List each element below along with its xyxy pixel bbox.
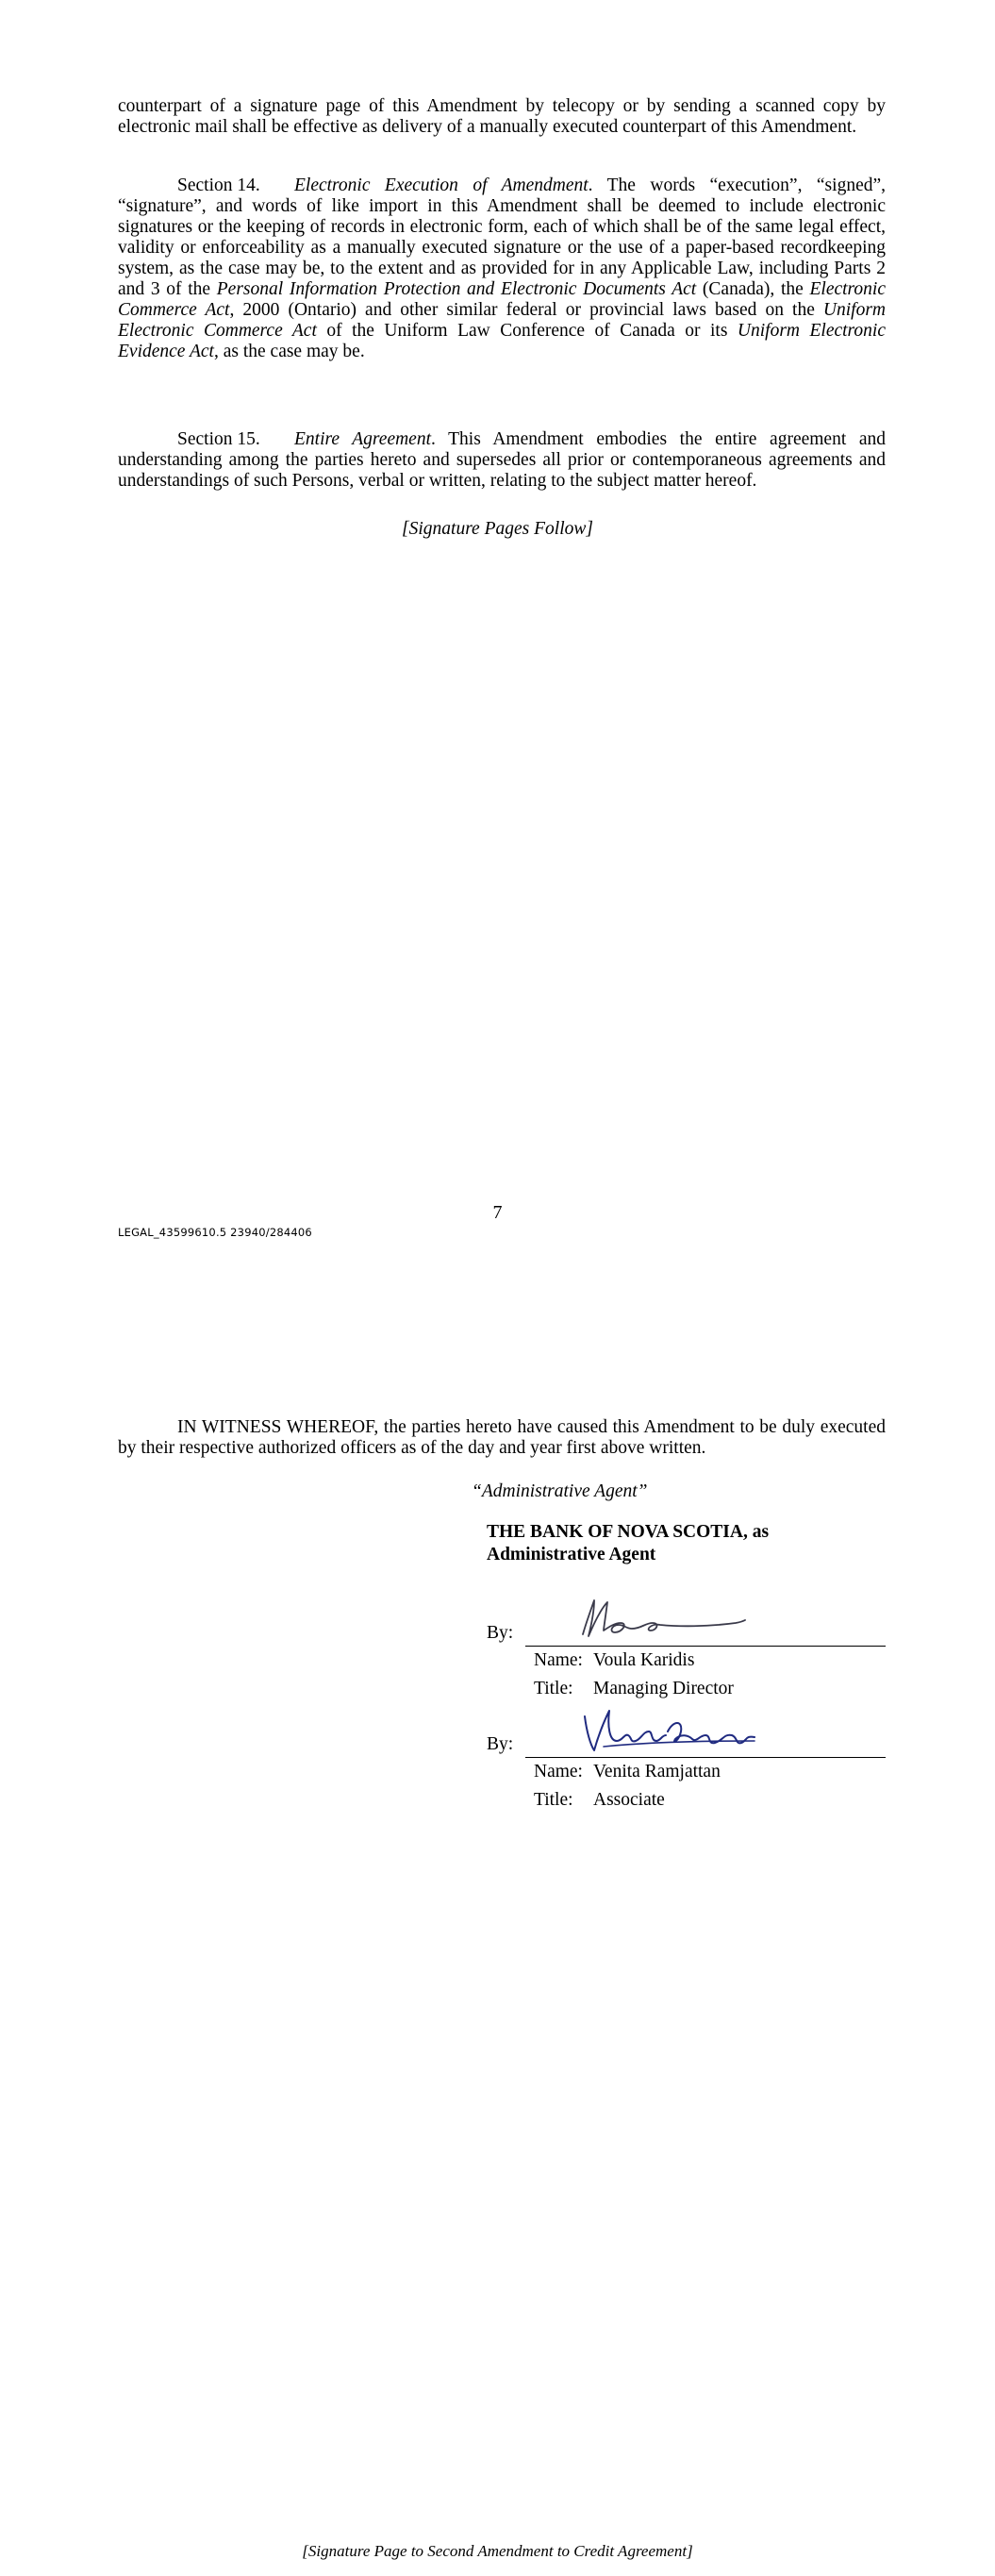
signatory-2-name: Venita Ramjattan (593, 1762, 721, 1781)
signature-pages-follow: [Signature Pages Follow] (402, 519, 593, 539)
signature-1-graphic (566, 1595, 773, 1651)
bank-name-line-1: THE BANK OF NOVA SCOTIA, as (487, 1522, 770, 1542)
signatory-2-title-label: Title: (534, 1790, 573, 1810)
section-14-text-5: , as the case may be. (213, 342, 365, 361)
section-14-number: Section 14. (177, 176, 260, 195)
signatory-2-signature-line (525, 1757, 886, 1758)
signatory-1-title-label: Title: (534, 1679, 573, 1698)
section-14-text-3: , 2000 (Ontario) and other similar federal or provincial laws based on the (229, 300, 823, 320)
section-14-paragraph (118, 176, 886, 362)
section-14-text-2: (Canada), the (696, 279, 810, 299)
signatory-2-title-row (534, 1790, 665, 1811)
continuation-paragraph: counterpart of a signature page of this Amendment by telecopy or by sending a scanned copy by electronic mail shall be effective as delivery of a manually executed counterpart of this Amendment. (118, 96, 886, 137)
agent-caption: “Administrative Agent” (472, 1481, 648, 1501)
signatory-1-name: Voula Karidis (593, 1650, 695, 1670)
section-15-number: Section 15. (177, 429, 260, 449)
bank-name-block (487, 1521, 769, 1566)
footer-caption: [Signature Page to Second Amendment to Credit Agreement] (302, 2542, 693, 2560)
signatory-1-name-row (534, 1650, 694, 1671)
signature-1-handwritten (566, 1595, 773, 1651)
signature-1-stroke (583, 1600, 745, 1636)
signature-page (0, 1312, 995, 2576)
signatory-1-signature-line (525, 1646, 886, 1647)
signatory-1-title: Managing Director (593, 1679, 734, 1698)
document-code: LEGAL_43599610.5 23940/284406 (118, 1226, 312, 1239)
page-number: 7 (492, 1202, 503, 1223)
signatory-2-title: Associate (593, 1790, 665, 1810)
signature-2-handwritten (566, 1703, 773, 1760)
section-14-act-3: Uniform Electronic Commerce Act (118, 300, 886, 341)
witness-paragraph: IN WITNESS WHEREOF, the parties hereto have caused this Amendment to be duly executed by their respective authorized officers as of the day and year first above written. (118, 1417, 886, 1458)
bank-name-line-2: Administrative Agent (487, 1545, 656, 1564)
signatory-2-name-label: Name: (534, 1762, 583, 1781)
signature-2-graphic (566, 1703, 773, 1760)
section-14-act-4: Uniform Electronic Evidence Act (118, 321, 886, 361)
signatory-1-title-row (534, 1679, 734, 1699)
signatory-2-by-label: By: (487, 1734, 514, 1754)
signature-2-stroke-b (668, 1723, 755, 1743)
signatory-1-name-label: Name: (534, 1650, 583, 1670)
section-15-title: Entire Agreement (294, 429, 432, 449)
signatory-2-name-row (534, 1762, 721, 1782)
section-14-title: Electronic Execution of Amendment (294, 176, 589, 195)
section-14-act-1: Personal Information Protection and Electronic Documents Act (216, 279, 697, 299)
section-15-text: . This Amendment embodies the entire agreement and understanding among the parties hereto and supersedes all prior or contemporaneous agreements and understandings of such Persons, verbal or written, relating to the subject matter hereof. (118, 429, 887, 491)
section-14-act-2: Electronic Commerce Act (118, 279, 886, 320)
signature-2-underline (604, 1741, 755, 1747)
section-14-text-4: of the Uniform Law Conference of Canada or its (316, 321, 738, 341)
signatory-1-by-label: By: (487, 1623, 514, 1643)
section-14-text-1: . The words “execution”, “signed”, “signature”, and words of like import in this Amendment shall be deemed to include electronic signatures or the keeping of records in electronic form, each of which shall be of the same legal effect, validity or enforceability as a manually executed signature or the use of a paper-based recordkeeping system, as the case may be, to the extent and as provided for in any Applicable Law, including Parts 2 and 3 of the (118, 176, 887, 299)
section-15-paragraph (118, 429, 886, 492)
